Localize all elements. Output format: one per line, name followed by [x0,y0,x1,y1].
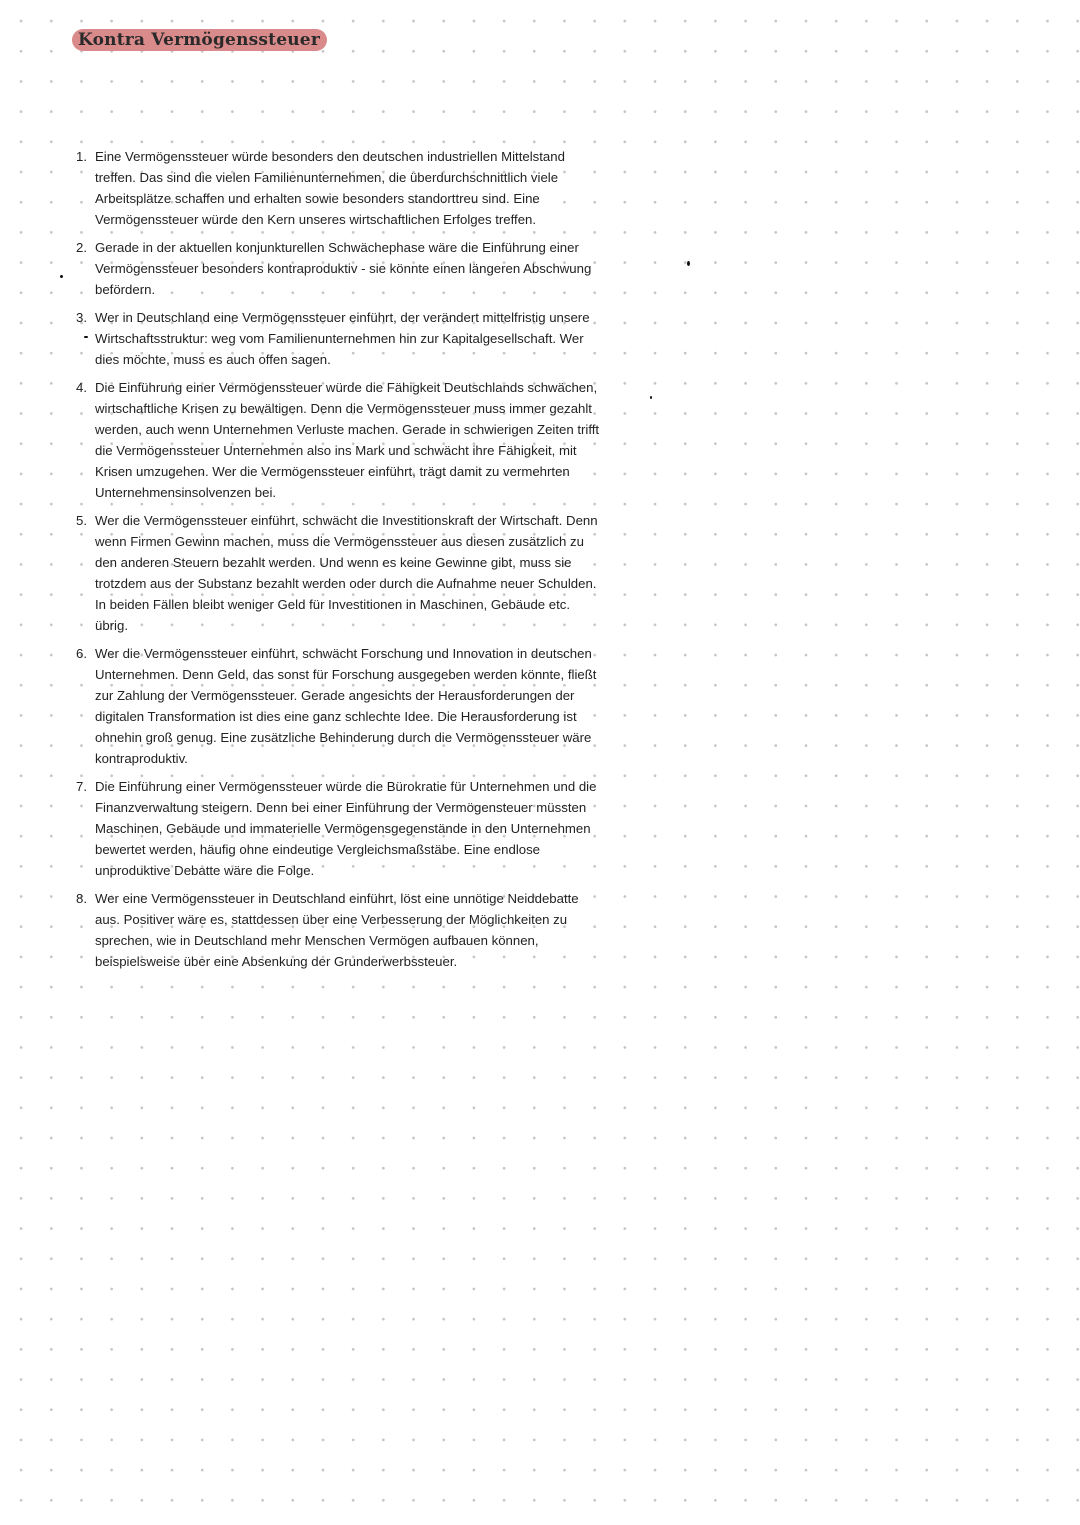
list-item [76,237,604,300]
list-item [76,146,604,230]
ink-mark [650,396,652,399]
list-item-number: 8. [76,891,87,906]
page-title: Kontra Vermögenssteuer [72,29,327,51]
list-item-text: Wer eine Vermögenssteuer in Deutschland einführt, löst eine unnötige Neiddebatte aus. Positiver wäre es, stattdessen über eine Verbesserung der Möglichkeiten zu sprechen, wie in Deutschland mehr Menschen Vermögen aufbauen können, beispielsweise über eine Absenkung der Grunderwerbssteuer. [95,891,579,969]
list-item-number: 6. [76,646,87,661]
ink-mark [84,336,88,338]
list-item-text: Gerade in der aktuellen konjunkturellen Schwächephase wäre die Einführung einer Vermögenssteuer besonders kontraproduktiv - sie könnte einen längeren Abschwung befördern. [95,240,592,297]
list-item-number: 1. [76,149,87,164]
list-item [76,888,604,972]
list-item-number: 2. [76,240,87,255]
list-item [76,377,604,503]
list-item-text: Die Einführung einer Vermögenssteuer würde die Bürokratie für Unternehmen und die Finanzverwaltung steigern. Denn bei einer Einführung der Vermögensteuer müssten Maschinen, Gebäude und immaterielle Vermögensgegenstände in den Unternehmen bewertet werden, häufig ohne eindeutige Vergleichsmaßstäbe. Eine endlose unproduktive Debatte wäre die Folge. [95,779,597,878]
argument-list [76,146,604,972]
list-item-text: Eine Vermögenssteuer würde besonders den deutschen industriellen Mittelstand treffen. Das sind die vielen Familienunternehmen, die überdurchschnittlich viele Arbeitsplätze schaffen und erhalten sowie besonders standorttreu sind. Eine Vermögenssteuer würde den Kern unseres wirtschaftlichen Erfolges treffen. [95,149,565,227]
list-item-number: 4. [76,380,87,395]
ink-mark [60,275,63,278]
list-item-number: 5. [76,513,87,528]
list-item [76,510,604,636]
list-item-text: Wer die Vermögenssteuer einführt, schwächt Forschung und Innovation in deutschen Unternehmen. Denn Geld, das sonst für Forschung ausgegeben werden könnte, fließt zur Zahlung der Vermögenssteuer. Gerade angesichts der Herausforderungen der digitalen Transformation ist dies eine ganz schlechte Idee. Die Herausforderung ist ohnehin groß genug. Eine zusätzliche Behinderung durch die Vermögenssteuer wäre kontraproduktiv. [95,646,597,766]
list-item [76,307,604,370]
list-item [76,643,604,769]
list-item-text: Wer in Deutschland eine Vermögenssteuer einführt, der verändert mittelfristig unsere Wirtschaftsstruktur: weg vom Familienunternehmen hin zur Kapitalgesellschaft. Wer dies möchte, muss es auch offen sagen. [95,310,590,367]
list-item [76,776,604,881]
argument-section [76,146,604,979]
list-item-number: 3. [76,310,87,325]
ink-mark [687,261,690,266]
list-item-number: 7. [76,779,87,794]
list-item-text: Die Einführung einer Vermögenssteuer würde die Fähigkeit Deutschlands schwächen, wirtschaftliche Krisen zu bewältigen. Denn die Vermögenssteuer muss immer gezahlt werden, auch wenn Unternehmen Verluste machen. Gerade in schwierigen Zeiten trifft die Vermögenssteuer Unternehmen also ins Mark und schwächt ihre Fähigkeit, mit Krisen umzugehen. Wer die Vermögenssteuer einführt, trägt damit zu vermehrten Unternehmensinsolvenzen bei. [95,380,600,500]
list-item-text: Wer die Vermögenssteuer einführt, schwächt die Investitionskraft der Wirtschaft. Denn wenn Firmen Gewinn machen, muss die Vermögenssteuer aus diesen zusätzlich zu den anderen Steuern bezahlt werden. Und wenn es keine Gewinne gibt, muss sie trotzdem aus der Substanz bezahlt werden oder durch die Aufnahme neuer Schulden. In beiden Fällen bleibt weniger Geld für Investitionen in Maschinen, Gebäude etc. übrig. [95,513,598,633]
